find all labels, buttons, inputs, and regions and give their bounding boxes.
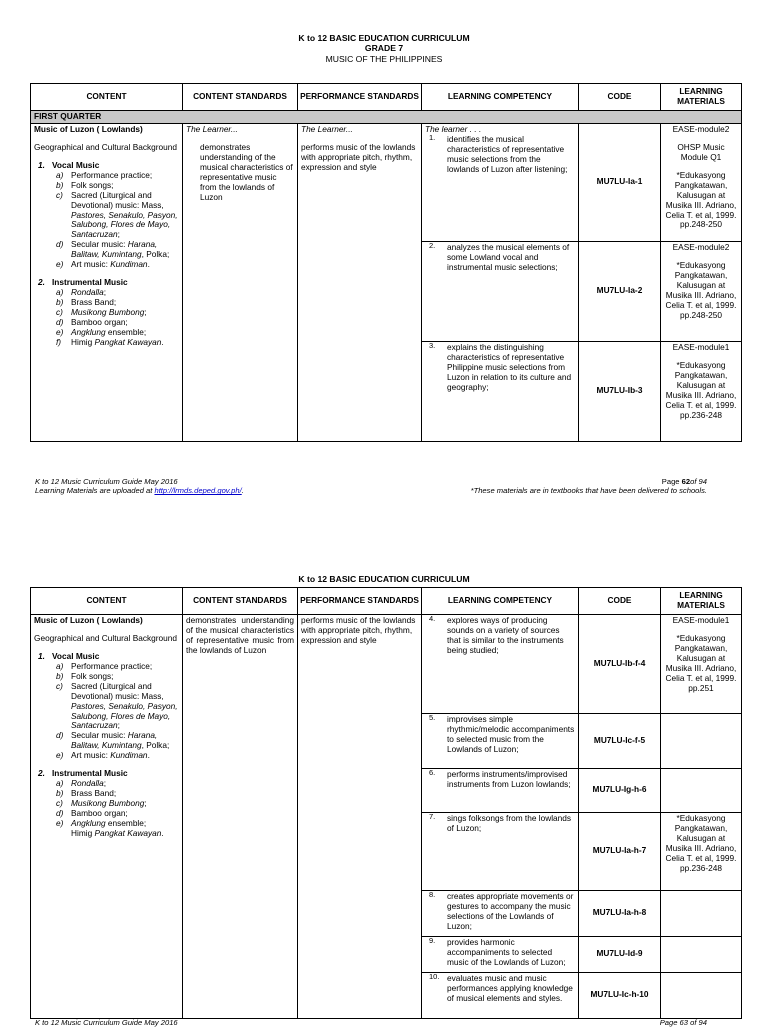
competency-item: 10. evaluates music and music performances applying knowledge of musical elements and styles. xyxy=(429,971,573,1003)
col-header-content-standards: CONTENT STANDARDS xyxy=(183,588,298,615)
list-item: e) Art music: Kundiman. xyxy=(56,259,150,270)
learning-materials-cell xyxy=(661,614,742,713)
learning-materials-cell xyxy=(661,768,742,812)
competency-cell xyxy=(422,890,579,936)
competency-code: MU7LU-Ia-h-7 xyxy=(579,812,661,890)
instrumental-music-heading: 2. Instrumental Music xyxy=(38,768,128,779)
lrmds-link[interactable]: http://lrmds.deped.gov.ph/ xyxy=(154,486,242,496)
footer-guide: K to 12 Music Curriculum Guide May 2016 xyxy=(35,1018,178,1027)
competency-code: MU7LU-Ic-f-5 xyxy=(579,713,661,768)
col-header-learning-competency: LEARNING COMPETENCY xyxy=(422,588,579,615)
quarter-row xyxy=(31,110,742,123)
list-item: e) Art music: Kundiman. xyxy=(56,750,150,761)
quarter-label: FIRST QUARTER xyxy=(31,110,742,123)
learner-label-lc: The learner . . . xyxy=(425,123,482,134)
competency-item: 8. creates appropriate movements or gestures to accompany the music selections of the Lowlands of Luzon; xyxy=(429,889,574,931)
material-line: EASE-module1 xyxy=(672,341,730,352)
grade-title: GRADE 7 xyxy=(364,43,404,54)
col-header-performance-standards: PERFORMANCE STANDARDS xyxy=(298,588,422,615)
performance-standard-text: performs music of the lowlands with appropriate pitch, rhythm, expression and style xyxy=(301,141,416,172)
learning-materials-cell xyxy=(661,241,742,341)
competency-item: 5. improvises simple rhythmic/melodic accompaniments to selected music from the Lowlands of Luzon; xyxy=(429,712,575,754)
competency-item: 7. sings folksongs from the lowlands of Luzon; xyxy=(429,811,572,833)
material-line: OHSP Music Module Q1 xyxy=(677,141,725,162)
content-cell xyxy=(31,614,183,1018)
table-header-row xyxy=(31,84,742,111)
vocal-music-list xyxy=(34,171,179,271)
list-item: d) Bamboo organ; xyxy=(56,808,128,819)
competency-code: MU7LU-Ib-f-4 xyxy=(579,614,661,713)
footer-right xyxy=(471,477,707,496)
material-line: *Edukasyong Pangkatawan, Kalusugan at Musika III. Adriano, Celia T. et al, 1999. pp.251 xyxy=(665,632,737,693)
list-item: c) Sacred (Liturgical and Devotional) music: Mass, Pastores, Senakulo, Pasyon, Salubong, Flores de Mayo, Santacruzan; xyxy=(56,680,178,731)
competency-item: 4. explores ways of producing sounds on a variety of sources that is similar to the instruments being studied; xyxy=(429,613,564,655)
material-line: EASE-module1 xyxy=(672,614,730,625)
col-header-content: CONTENT xyxy=(31,588,183,615)
content-standards-cell xyxy=(183,614,298,1018)
competency-code: MU7LU-Ic-h-10 xyxy=(579,972,661,1018)
content-title: Music of Luzon ( Lowlands) xyxy=(34,123,143,134)
material-line: *Edukasyong Pangkatawan, Kalusugan at Musika III. Adriano, Celia T. et al, 1999. pp.248-250 xyxy=(665,259,737,320)
competency-item: 1. identifies the musical characteristics of representative music selections from the lowlands of Luzon after listening; xyxy=(429,132,568,174)
performance-standards-cell xyxy=(298,123,422,441)
list-item: d) Bamboo organ; xyxy=(56,317,128,328)
learning-materials-cell xyxy=(661,713,742,768)
page-header xyxy=(0,33,768,64)
footer-guide: K to 12 Music Curriculum Guide May 2016 xyxy=(35,477,178,486)
material-line: EASE-module2 xyxy=(672,123,730,134)
list-item: b) Folk songs; xyxy=(56,670,114,681)
material-line: *Edukasyong Pangkatawan, Kalusugan at Musika III. Adriano, Celia T. et al, 1999. pp.236-248 xyxy=(665,359,737,420)
performance-standard-text: performs music of the lowlands with appropriate pitch, rhythm, expression and style xyxy=(301,614,416,645)
list-item: f) Himig Pangkat Kawayan. xyxy=(56,336,164,347)
competency-item: 2. analyzes the musical elements of some Lowland vocal and instrumental music selections; xyxy=(429,240,570,272)
competency-code: MU7LU-Ia-2 xyxy=(579,241,661,341)
material-line: *Edukasyong Pangkatawan, Kalusugan at Musika III. Adriano, Celia T. et al, 1999. pp.248-250 xyxy=(665,169,737,230)
instrumental-music-list xyxy=(34,288,179,348)
list-item: b) Brass Band; xyxy=(56,788,117,799)
learning-materials-cell xyxy=(661,341,742,441)
page-number: Page 62of 94 xyxy=(661,477,707,486)
performance-standards-cell xyxy=(298,614,422,1018)
curriculum-table xyxy=(30,587,742,1019)
learning-materials-cell xyxy=(661,123,742,241)
col-header-learning-competency: LEARNING COMPETENCY xyxy=(422,84,579,111)
table-row xyxy=(31,614,742,713)
competency-code: MU7LU-Ig-h-6 xyxy=(579,768,661,812)
vocal-music-heading: 1. Vocal Music xyxy=(38,159,100,170)
instrumental-music-heading: 2. Instrumental Music xyxy=(38,277,128,288)
learner-label: The Learner... xyxy=(186,123,238,134)
col-header-content: CONTENT xyxy=(31,84,183,111)
content-background: Geographical and Cultural Background xyxy=(34,632,177,643)
col-header-code: CODE xyxy=(579,84,661,111)
competency-cell xyxy=(422,713,579,768)
page-header xyxy=(0,574,768,584)
competency-code: MU7LU-Id-9 xyxy=(579,936,661,972)
content-standards-cell xyxy=(183,123,298,441)
page-footer xyxy=(35,477,735,496)
content-cell xyxy=(31,123,183,441)
learning-materials-cell xyxy=(661,812,742,890)
learner-label: The Learner... xyxy=(301,123,353,134)
competency-cell xyxy=(422,936,579,972)
list-item: c) Musikong Bumbong; xyxy=(56,798,147,809)
competency-item: 3. explains the distinguishing characteristics of representative Philippine music selections from Luzon in relation to its culture and geography; xyxy=(429,340,572,392)
table-header-row xyxy=(31,588,742,615)
content-title: Music of Luzon ( Lowlands) xyxy=(34,614,143,625)
curriculum-title: K to 12 BASIC EDUCATION CURRICULUM xyxy=(298,33,470,43)
footer-uploaded: Learning Materials are uploaded at http://lrmds.deped.gov.ph/. xyxy=(35,486,244,496)
competency-item: 6. performs instruments/improvised instruments from Luzon lowlands; xyxy=(429,767,571,789)
competency-cell xyxy=(422,241,579,341)
competency-cell xyxy=(422,812,579,890)
learning-materials-cell xyxy=(661,936,742,972)
list-item: b) Brass Band; xyxy=(56,297,117,308)
vocal-music-heading: 1. Vocal Music xyxy=(38,650,100,661)
competency-cell xyxy=(422,768,579,812)
competency-cell xyxy=(422,972,579,1018)
list-item: Himig Pangkat Kawayan. xyxy=(71,828,164,839)
competency-cell xyxy=(422,614,579,713)
content-standard-text: demonstrates understanding of the musical characteristics of representative music from the lowlands of Luzon xyxy=(186,614,294,655)
competency-cell xyxy=(422,123,579,241)
content-standard-text: demonstrates understanding of the musical characteristics of representative music from the lowlands of Luzon xyxy=(200,141,293,202)
content-background: Geographical and Cultural Background xyxy=(34,141,177,152)
col-header-content-standards: CONTENT STANDARDS xyxy=(183,84,298,111)
footer-note: *These materials are in textbooks that have been delivered to schools. xyxy=(470,486,707,496)
learning-materials-cell xyxy=(661,890,742,936)
col-header-code: CODE xyxy=(579,588,661,615)
competency-code: MU7LU-Ia-h-8 xyxy=(579,890,661,936)
col-header-learning-materials: LEARNING MATERIALS xyxy=(661,84,742,111)
learning-materials-cell xyxy=(661,972,742,1018)
competency-cell xyxy=(422,341,579,441)
curriculum-table xyxy=(30,83,742,442)
col-header-learning-materials: LEARNING MATERIALS xyxy=(661,588,742,615)
material-line: *Edukasyong Pangkatawan, Kalusugan at Musika III. Adriano, Celia T. et al, 1999. pp.236-248 xyxy=(665,812,737,873)
subject-title: MUSIC OF THE PHILIPPINES xyxy=(325,53,443,64)
table-row xyxy=(31,123,742,241)
competency-code: MU7LU-Ia-1 xyxy=(579,123,661,241)
page-number: Page 63 of 94 xyxy=(659,1018,707,1027)
col-header-performance-standards: PERFORMANCE STANDARDS xyxy=(298,84,422,111)
competency-item: 9. provides harmonic accompaniments to selected music of the Lowlands of Luzon; xyxy=(429,935,566,967)
list-item: a) Performance practice; xyxy=(56,660,153,671)
vocal-music-list xyxy=(34,662,179,762)
list-item: d) Secular music: Harana, Balitaw, Kumintang, Polka; xyxy=(56,239,170,260)
list-item: e) Angklung ensemble; xyxy=(56,818,147,829)
competency-code: MU7LU-Ib-3 xyxy=(579,341,661,441)
page-footer-partial xyxy=(35,1018,735,1027)
list-item: c) Musikong Bumbong; xyxy=(56,307,147,318)
list-item: a) Rondalla; xyxy=(56,778,107,789)
list-item: a) Performance practice; xyxy=(56,169,153,180)
instrumental-music-list xyxy=(34,779,179,839)
curriculum-title: K to 12 BASIC EDUCATION CURRICULUM xyxy=(298,574,470,584)
list-item: a) Rondalla; xyxy=(56,287,107,298)
list-item: d) Secular music: Harana, Balitaw, Kumintang, Polka; xyxy=(56,730,170,751)
list-item: b) Folk songs; xyxy=(56,179,114,190)
list-item: c) Sacred (Liturgical and Devotional) music: Mass, Pastores, Senakulo, Pasyon, Salubong, Flores de Mayo, Santacruzan; xyxy=(56,189,178,240)
material-line: EASE-module2 xyxy=(672,241,730,252)
list-item: e) Angklung ensemble; xyxy=(56,327,147,338)
